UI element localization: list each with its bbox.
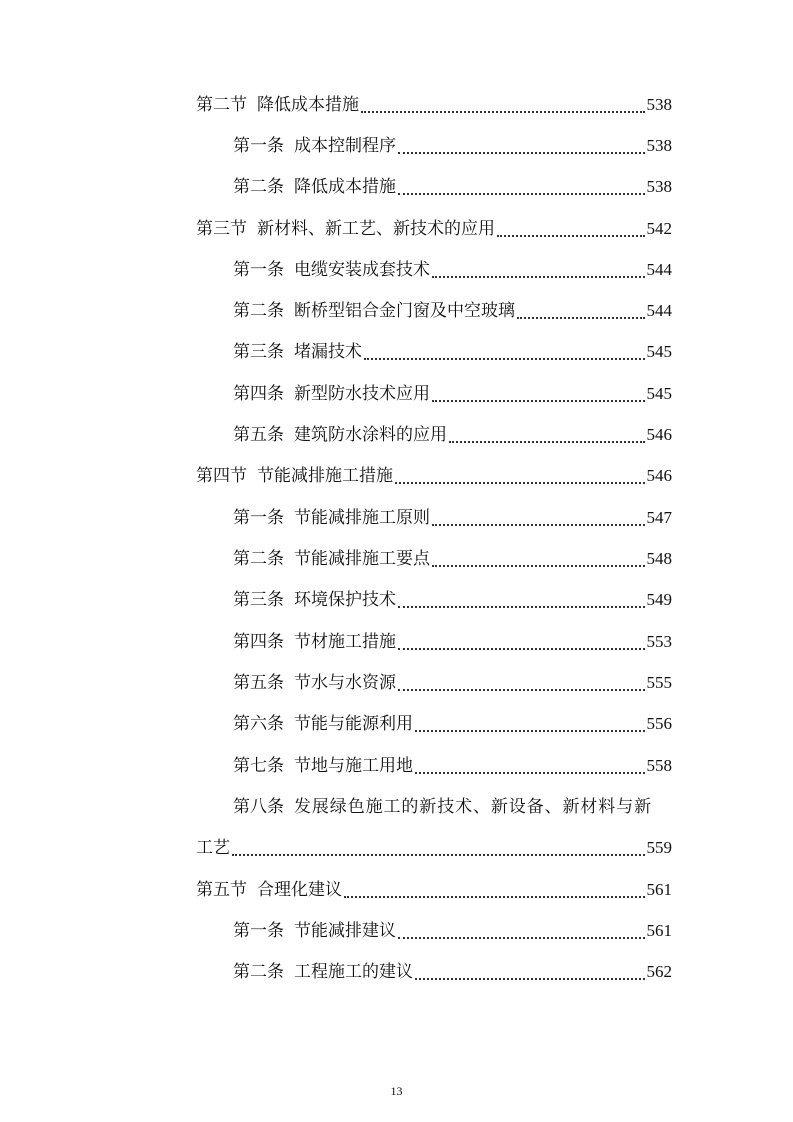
dot-leader (398, 683, 645, 691)
toc-entry-title: 堵漏技术 (294, 342, 362, 362)
toc-entry-page: 538 (646, 177, 672, 196)
dot-leader (432, 270, 645, 278)
toc-entry-item[interactable] (233, 294, 672, 322)
toc-entry-item[interactable] (233, 707, 672, 735)
toc-entry-item[interactable] (233, 955, 672, 983)
toc-entry-item[interactable] (233, 377, 672, 405)
toc-entry-page: 555 (646, 673, 672, 692)
dot-leader (432, 559, 645, 567)
toc-entry-title: 新型防水技术应用 (294, 384, 430, 404)
toc-entry-number: 第七条 (233, 756, 284, 776)
toc-entry-page: 538 (646, 95, 672, 114)
dot-leader (398, 600, 645, 608)
toc-entry-item[interactable] (233, 418, 672, 446)
toc-entry-item[interactable] (233, 129, 672, 157)
toc-entry-title: 节地与施工用地 (294, 756, 413, 776)
dot-leader (432, 394, 645, 402)
toc-entry-item-wrapped-cont[interactable] (196, 831, 672, 859)
toc-entry-item[interactable] (233, 542, 672, 570)
toc-entry-title: 新材料、新工艺、新技术的应用 (257, 219, 495, 239)
dot-leader (449, 435, 645, 443)
toc-entry-number: 第一条 (233, 260, 284, 280)
toc-entry-number: 第二条 (233, 549, 284, 569)
toc-entry-title: 建筑防水涂料的应用 (294, 425, 447, 445)
toc-entry-number: 第一条 (233, 136, 284, 156)
toc-entry-title: 电缆安装成套技术 (294, 260, 430, 280)
toc-entry-title: 合理化建议 (257, 880, 342, 900)
toc-entry-page: 545 (646, 342, 672, 361)
toc-entry-page: 549 (646, 590, 672, 609)
toc-entry-number: 第三节 (196, 219, 247, 239)
dot-leader (415, 766, 645, 774)
toc-entry-number: 第四条 (233, 384, 284, 404)
toc-entry-page: 544 (646, 260, 672, 279)
toc-entry-item[interactable] (233, 501, 672, 529)
toc-entry-item[interactable] (233, 625, 672, 653)
toc-entry-title: 节能减排施工原则 (294, 508, 430, 528)
toc-entry-page: 545 (646, 384, 672, 403)
toc-entry-page: 558 (646, 756, 672, 775)
toc-entry-title: 节能减排施工措施 (257, 466, 393, 486)
toc-entry-number: 第一条 (233, 508, 284, 528)
toc-entry-title: 工程施工的建议 (294, 962, 413, 982)
toc-entry-item[interactable] (233, 749, 672, 777)
toc-entry-number: 第三条 (233, 342, 284, 362)
toc-entry-title: 降低成本措施 (257, 95, 359, 115)
toc-entry-page: 561 (646, 880, 672, 899)
toc-entry-item-wrapped[interactable] (233, 790, 672, 818)
dot-leader (415, 972, 645, 980)
toc-entry-title: 成本控制程序 (294, 136, 396, 156)
toc-entry-number: 第二条 (233, 962, 284, 982)
toc-entry-number: 第一条 (233, 921, 284, 941)
dot-leader (398, 931, 645, 939)
page-number: 13 (390, 1084, 403, 1098)
toc-entry-number: 第五条 (233, 673, 284, 693)
toc-entry-number: 第五节 (196, 880, 247, 900)
toc-entry-page: 546 (646, 466, 672, 485)
toc-entry-page: 556 (646, 714, 672, 733)
toc-entry-title: 环境保护技术 (294, 590, 396, 610)
dot-leader (415, 724, 645, 732)
toc-entry-item[interactable] (233, 583, 672, 611)
toc-entry-title-line2: 工艺 (196, 838, 230, 858)
dot-leader (344, 890, 645, 898)
toc-entry-number: 第二条 (233, 177, 284, 197)
toc-entry-number: 第二节 (196, 95, 247, 115)
toc-entry-section-3[interactable] (196, 212, 672, 240)
dot-leader (361, 105, 645, 113)
toc-entry-page: 561 (646, 921, 672, 940)
toc-entry-item[interactable] (233, 253, 672, 281)
toc-entry-section-2[interactable] (196, 88, 672, 116)
dot-leader (364, 352, 645, 360)
dot-leader (517, 311, 645, 319)
toc-entry-page: 562 (646, 962, 672, 981)
toc-entry-item[interactable] (233, 335, 672, 363)
toc-entry-title: 节能减排建议 (294, 921, 396, 941)
toc-entry-section-4[interactable] (196, 459, 672, 487)
toc-entry-number: 第三条 (233, 590, 284, 610)
toc-entry-item[interactable] (233, 666, 672, 694)
toc-entry-item[interactable] (233, 170, 672, 198)
toc-entry-title: 降低成本措施 (294, 177, 396, 197)
toc-entry-page: 538 (646, 136, 672, 155)
toc-entry-page: 548 (646, 549, 672, 568)
toc-entry-title: 节能减排施工要点 (294, 549, 430, 569)
dot-leader (398, 187, 645, 195)
dot-leader (395, 476, 645, 484)
toc-entry-title: 节能与能源利用 (294, 714, 413, 734)
toc-entry-page: 542 (646, 219, 672, 238)
toc-entry-number: 第五条 (233, 425, 284, 445)
toc-entry-number: 第四条 (233, 632, 284, 652)
toc-entry-page: 544 (646, 301, 672, 320)
toc-entry-number: 第六条 (233, 714, 284, 734)
dot-leader (497, 229, 645, 237)
dot-leader (398, 642, 645, 650)
toc-entry-number: 第二条 (233, 301, 284, 321)
toc-entry-title: 节水与水资源 (294, 673, 396, 693)
toc-entry-page: 547 (646, 508, 672, 527)
toc-entry-number: 第八条 (233, 797, 284, 817)
toc-entry-page: 553 (646, 632, 672, 651)
dot-leader (398, 146, 645, 154)
dot-leader (232, 848, 645, 856)
toc-entry-page: 546 (646, 425, 672, 444)
toc-entry-item[interactable] (233, 914, 672, 942)
toc-entry-title: 节材施工措施 (294, 632, 396, 652)
toc-entry-title: 断桥型铝合金门窗及中空玻璃 (294, 301, 515, 321)
toc-entry-section-5[interactable] (196, 873, 672, 901)
toc-entry-number: 第四节 (196, 466, 247, 486)
toc-entry-page: 559 (646, 838, 672, 857)
dot-leader (432, 518, 645, 526)
toc-entry-title-line1: 发展绿色施工的新技术、新设备、新材料与新 (294, 797, 652, 817)
